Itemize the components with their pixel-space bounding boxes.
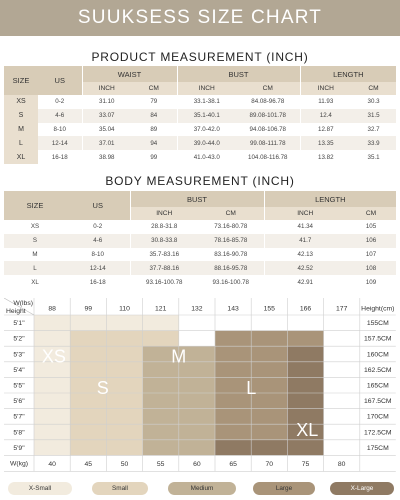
table-row (4, 220, 396, 234)
bust-cm-cell: 93.16-100.78 (198, 275, 264, 289)
page-title: SUUKSESS SIZE CHART (77, 7, 323, 28)
bust-inch-cell: 93.16-100.78 (130, 275, 198, 289)
weight-kg-tick: 50 (120, 460, 129, 468)
size-cell: M (4, 248, 66, 262)
bust-inch-cell: 30.8-33.8 (130, 234, 198, 248)
waist-inch-cell: 35.04 (82, 123, 131, 137)
weight-lbs-tick: 88 (48, 305, 56, 313)
us-cell: 12-14 (38, 136, 82, 150)
header-bust: BUST (177, 66, 300, 82)
header-banner (0, 0, 400, 36)
bust-inch-cell: 37.7-88.16 (130, 261, 198, 275)
legend-item-medium: Medium (168, 482, 236, 495)
length-inch-cell: 12.4 (300, 109, 351, 123)
height-ft-tick: 5'8" (13, 429, 25, 437)
us-cell: 8-10 (66, 248, 130, 262)
bust-inch-cell: 33.1-38.1 (177, 95, 236, 109)
weight-lbs-tick: 143 (227, 305, 239, 313)
height-ft-tick: 5'7" (13, 413, 25, 421)
size-cell: XS (4, 220, 66, 234)
bust-cm-cell: 89.08-101.78 (236, 109, 300, 123)
legend-item-x-large: X-Large (330, 482, 394, 495)
size-label-l: L (246, 377, 257, 398)
length-cm-cell: 108 (346, 261, 396, 275)
table-row (4, 275, 396, 289)
product-measurement-title: PRODUCT MEASUREMENT (INCH) (91, 50, 309, 64)
bust-cm-cell: 73.16-80.78 (198, 220, 264, 234)
height-cm-header: Height(cm) (361, 305, 395, 313)
size-cell: XS (4, 95, 38, 109)
length-cm-cell: 105 (346, 220, 396, 234)
waist-cm-cell: 84 (131, 109, 177, 123)
header-inch: INCH (177, 82, 236, 95)
header-bust: BUST (130, 191, 264, 207)
height-ft-tick: 5'2" (13, 335, 25, 343)
header-inch: INCH (300, 82, 351, 95)
weight-kg-tick: 75 (301, 460, 310, 468)
height-ft-tick: 5'3" (13, 351, 25, 359)
weight-lbs-tick: 110 (119, 305, 130, 313)
legend-item-small: Small (92, 482, 148, 495)
body-measurement-title: BODY MEASUREMENT (INCH) (105, 174, 295, 188)
header-inch: INCH (130, 207, 198, 220)
bust-inch-cell: 35.1-40.1 (177, 109, 236, 123)
header-length: LENGTH (264, 191, 396, 207)
header-waist: WAIST (82, 66, 177, 82)
weight-kg-tick: 60 (193, 460, 201, 468)
height-cm-tick: 162.5CM (364, 366, 392, 374)
us-cell: 12-14 (66, 261, 130, 275)
waist-inch-cell: 33.07 (82, 109, 131, 123)
body-measurement-table (4, 191, 396, 289)
bust-inch-cell: 35.7-83.16 (130, 248, 198, 262)
header-size: SIZE (4, 191, 66, 220)
height-ft-tick: 5'5" (13, 382, 25, 390)
height-ft-tick: 5'1" (13, 320, 25, 328)
weight-lbs-tick: 177 (336, 305, 348, 313)
us-cell: 0-2 (66, 220, 130, 234)
length-inch-cell: 41.7 (264, 234, 346, 248)
header-cm: CM (131, 82, 177, 95)
length-cm-cell: 31.5 (351, 109, 396, 123)
height-label: Height (6, 308, 26, 315)
bust-cm-cell: 83.16-90.78 (198, 248, 264, 262)
size-cell: L (4, 136, 38, 150)
weight-kg-tick: 65 (229, 460, 237, 468)
size-label-xs: XS (41, 346, 66, 367)
height-cm-tick: 170CM (366, 413, 389, 421)
length-inch-cell: 11.93 (300, 95, 351, 109)
length-cm-cell: 33.9 (351, 136, 396, 150)
height-cm-tick: 167.5CM (364, 398, 392, 406)
header-length: LENGTH (300, 66, 396, 82)
us-cell: 16-18 (38, 150, 82, 164)
weight-lbs-tick: 166 (299, 305, 312, 313)
size-label-s: S (96, 377, 109, 398)
bust-inch-cell: 41.0-43.0 (177, 150, 236, 164)
header-us: US (66, 191, 130, 220)
header-us: US (38, 66, 82, 95)
bust-cm-cell: 94.08-106.78 (236, 123, 300, 137)
length-cm-cell: 32.7 (351, 123, 396, 137)
length-inch-cell: 12.87 (300, 123, 351, 137)
header-cm: CM (346, 207, 396, 220)
length-cm-cell: 35.1 (351, 150, 396, 164)
table-row (4, 95, 396, 109)
bust-inch-cell: 28.8-31.8 (130, 220, 198, 234)
length-cm-cell: 109 (346, 275, 396, 289)
us-cell: 4-6 (66, 234, 130, 248)
bust-inch-cell: 37.0-42.0 (177, 123, 236, 137)
length-cm-cell: 106 (346, 234, 396, 248)
length-inch-cell: 42.52 (264, 261, 346, 275)
table-row (4, 150, 396, 164)
header-cm: CM (236, 82, 300, 95)
table-row (4, 136, 396, 150)
bust-cm-cell: 84.08-96.78 (236, 95, 300, 109)
waist-inch-cell: 31.10 (82, 95, 131, 109)
size-legend (0, 482, 400, 496)
us-cell: 8-10 (38, 123, 82, 137)
size-cell: L (4, 261, 66, 275)
weight-kg-tick: 70 (265, 460, 274, 468)
height-ft-tick: 5'9" (13, 444, 25, 452)
us-cell: 4-6 (38, 109, 82, 123)
waist-cm-cell: 94 (131, 136, 177, 150)
table-row (4, 248, 396, 262)
bust-inch-cell: 39.0-44.0 (177, 136, 236, 150)
size-cell: M (4, 123, 38, 137)
size-grid-svg (4, 298, 396, 475)
bust-cm-cell: 78.16-85.78 (198, 234, 264, 248)
height-cm-tick: 155CM (366, 320, 389, 328)
header-inch: INCH (264, 207, 346, 220)
length-inch-cell: 41.34 (264, 220, 346, 234)
height-ft-tick: 5'6" (13, 398, 25, 406)
header-cm: CM (351, 82, 396, 95)
bust-cm-cell: 88.16-95.78 (198, 261, 264, 275)
height-weight-grid (4, 298, 396, 475)
legend-item-large: Large (253, 482, 315, 495)
us-cell: 16-18 (66, 275, 130, 289)
waist-cm-cell: 79 (131, 95, 177, 109)
table-row (4, 234, 396, 248)
table-row (4, 123, 396, 137)
weight-kg-tick: 55 (156, 460, 165, 468)
bust-cm-cell: 104.08-116.78 (236, 150, 300, 164)
size-cell: S (4, 234, 66, 248)
length-inch-cell: 42.13 (264, 248, 346, 262)
height-cm-tick: 160CM (366, 351, 389, 359)
weight-kg-tick: 40 (48, 460, 56, 468)
us-cell: 0-2 (38, 95, 82, 109)
weight-lbs-tick: 155 (263, 305, 275, 313)
waist-inch-cell: 38.98 (82, 150, 131, 164)
header-inch: INCH (82, 82, 131, 95)
size-label-xl: XL (296, 419, 319, 440)
weight-lbs-tick: 99 (84, 305, 93, 313)
table-row (4, 261, 396, 275)
length-inch-cell: 13.82 (300, 150, 351, 164)
weight-lbs-tick: 132 (191, 305, 203, 313)
height-cm-tick: 157.5CM (364, 335, 392, 343)
header-cm: CM (198, 207, 264, 220)
weight-lbs-label: W(lbs) (13, 300, 33, 307)
size-cell: S (4, 109, 38, 123)
waist-inch-cell: 37.01 (82, 136, 131, 150)
weight-lbs-tick: 121 (155, 305, 167, 313)
size-cell: XL (4, 150, 38, 164)
weight-kg-tick: 45 (84, 460, 93, 468)
waist-cm-cell: 89 (131, 123, 177, 137)
height-cm-tick: 172.5CM (364, 429, 392, 437)
length-cm-cell: 107 (346, 248, 396, 262)
height-cm-tick: 165CM (366, 382, 389, 390)
waist-cm-cell: 99 (131, 150, 177, 164)
product-measurement-table (4, 66, 396, 164)
length-inch-cell: 42.91 (264, 275, 346, 289)
length-cm-cell: 30.3 (351, 95, 396, 109)
weight-kg-label: W(kg) (9, 460, 29, 468)
header-size: SIZE (4, 66, 38, 95)
size-label-m: M (171, 346, 187, 367)
size-cell: XL (4, 275, 66, 289)
height-cm-tick: 175CM (366, 444, 389, 452)
height-ft-tick: 5'4" (13, 366, 25, 374)
weight-kg-tick: 80 (337, 460, 346, 468)
legend-item-x-small: X-Small (8, 482, 72, 495)
table-row (4, 109, 396, 123)
length-inch-cell: 13.35 (300, 136, 351, 150)
bust-cm-cell: 99.08-111.78 (236, 136, 300, 150)
